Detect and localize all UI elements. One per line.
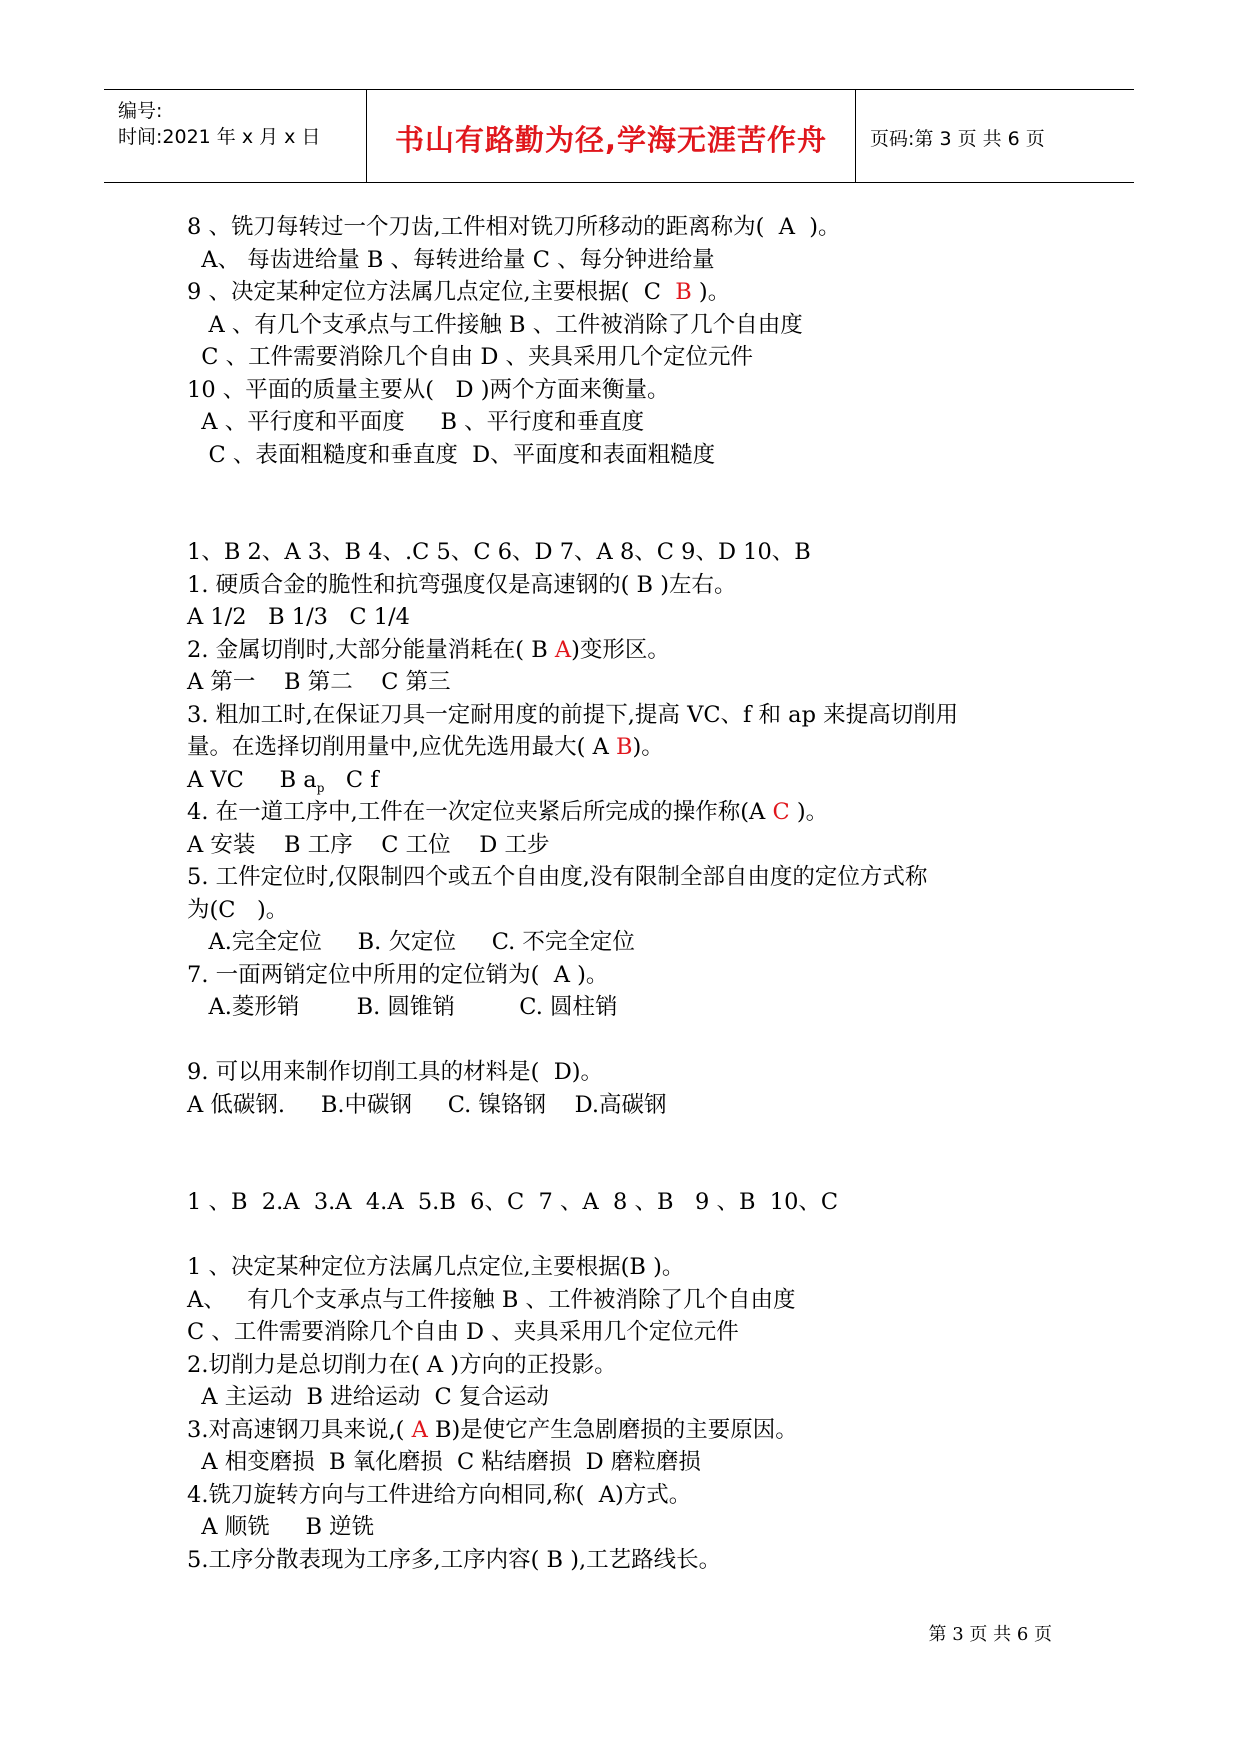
- answer-correction: A: [554, 636, 572, 663]
- question-text: 4. 在一道工序中,工件在一次定位夹紧后所完成的操作称(A: [187, 799, 773, 825]
- question-options: A.菱形销 B. 圆锥销 C. 圆柱销: [187, 994, 618, 1020]
- option-text: A VC B a: [187, 766, 317, 793]
- question-text: B)是使它产生急剧磨损的主要原因。: [427, 1416, 798, 1443]
- question-line: 8 、铣刀每转过一个刀齿,工件相对铣刀所移动的距离称为( A )。: [187, 214, 841, 240]
- question-options: A、 有几个支承点与工件接触 B 、工件被消除了几个自由度: [187, 1286, 796, 1313]
- question-line: 1. 硬质合金的脆性和抗弯强度仅是高速钢的( B )左右。: [187, 571, 737, 598]
- question-text: 2. 金属切削时,大部分能量消耗在( B: [187, 636, 555, 663]
- option-text: C f: [324, 766, 379, 793]
- question-text: 量。在选择切削用量中,应优先选用最大( A: [187, 734, 616, 760]
- question-line: [187, 276, 1087, 309]
- question-text: )变形区。: [571, 636, 670, 663]
- question-options: [187, 764, 1087, 797]
- answer-correction: C: [772, 799, 790, 825]
- question-options: A 主运动 B 进给运动 C 复合运动: [187, 1384, 549, 1410]
- header-page-cell: [856, 90, 1134, 182]
- question-line: [187, 634, 1087, 667]
- question-text: )。: [632, 734, 664, 760]
- question-options: A 低碳钢. B.中碳钢 C. 镍铬钢 D.高碳钢: [187, 1091, 667, 1118]
- question-line: 1 、决定某种定位方法属几点定位,主要根据(B )。: [187, 1254, 685, 1280]
- header-motto: 书山有路勤为径,学海无涯苦作舟: [394, 123, 828, 157]
- page-footer: 第 3 页 共 6 页: [928, 1624, 1052, 1645]
- header-page-info: 页码:第 3 页 共 6 页: [870, 128, 1045, 150]
- question-options: A、 每齿进给量 B 、每转进给量 C 、每分钟进给量: [187, 246, 715, 273]
- document-number-label: 编号:: [118, 100, 163, 122]
- question-line: 为(C )。: [187, 896, 289, 923]
- question-options: A 、平行度和平面度 B 、平行度和垂直度: [187, 409, 645, 435]
- subscript: p: [316, 780, 325, 795]
- header-info-cell: [104, 90, 366, 182]
- question-options: C 、工件需要消除几个自由 D 、夹具采用几个定位元件: [187, 344, 754, 370]
- question-line: [187, 796, 1087, 829]
- question-line: 4.铣刀旋转方向与工件进给方向相同,称( A)方式。: [187, 1481, 692, 1508]
- question-line: 7. 一面两销定位中所用的定位销为( A )。: [187, 961, 609, 988]
- page-header: [104, 89, 1134, 183]
- header-motto-cell: [366, 90, 856, 182]
- question-options: C 、表面粗糙度和垂直度 D、平面度和表面粗糙度: [187, 441, 716, 468]
- question-options: A 第一 B 第二 C 第三: [187, 669, 451, 695]
- question-options: A.完全定位 B. 欠定位 C. 不完全定位: [187, 929, 635, 955]
- question-options: C 、工件需要消除几个自由 D 、夹具采用几个定位元件: [187, 1319, 739, 1345]
- question-line: 5. 工件定位时,仅限制四个或五个自由度,没有限制全部自由度的定位方式称: [187, 864, 928, 890]
- question-text: )。: [789, 799, 829, 825]
- question-line: [187, 731, 1087, 764]
- question-options: A 1/2 B 1/3 C 1/4: [187, 604, 411, 630]
- question-line: [187, 1414, 1087, 1447]
- question-line: 3. 粗加工时,在保证刀具一定耐用度的前提下,提高 VC、f 和 ap 来提高切削用: [187, 701, 959, 728]
- question-options: A 顺铣 B 逆铣: [187, 1514, 375, 1540]
- question-text: 9 、决定某种定位方法属几点定位,主要根据( C: [187, 279, 676, 305]
- question-line: 10 、平面的质量主要从( D )两个方面来衡量。: [187, 376, 670, 403]
- document-body: [187, 211, 1087, 1576]
- question-line: 9. 可以用来制作切削工具的材料是( D)。: [187, 1059, 604, 1085]
- question-line: 2.切削力是总切削力在( A )方向的正投影。: [187, 1351, 617, 1378]
- answer-correction: A: [411, 1416, 428, 1443]
- question-text: 3.对高速钢刀具来说,(: [187, 1416, 412, 1443]
- answer-correction: B: [615, 734, 633, 760]
- question-line: 5.工序分散表现为工序多,工序内容( B ),工艺路线长。: [187, 1546, 722, 1573]
- question-options: A 安装 B 工序 C 工位 D 工步: [187, 831, 550, 858]
- answer-key: 1 、B 2.A 3.A 4.A 5.B 6、C 7 、A 8 、B 9 、B 10、C: [187, 1189, 839, 1215]
- question-options: A 、有几个支承点与工件接触 B 、工件被消除了几个自由度: [187, 311, 803, 338]
- question-text: )。: [691, 279, 731, 305]
- answer-key: 1、B 2、A 3、B 4、.C 5、C 6、D 7、A 8、C 9、D 10、B: [187, 539, 811, 565]
- document-time-label: 时间:2021 年 x 月 x 日: [118, 126, 321, 148]
- question-options: A 相变磨损 B 氧化磨损 C 粘结磨损 D 磨粒磨损: [187, 1449, 701, 1475]
- answer-correction: B: [675, 279, 692, 305]
